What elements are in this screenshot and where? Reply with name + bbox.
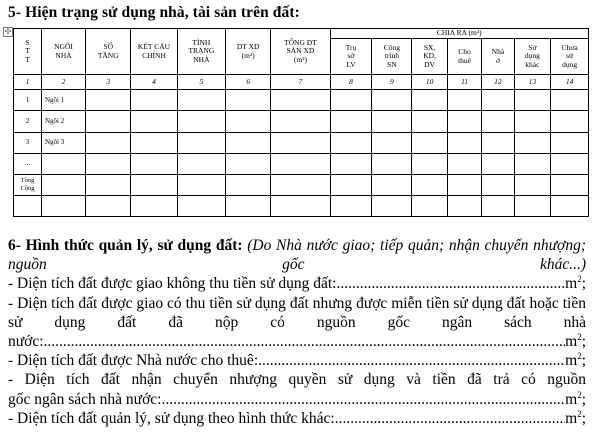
table-cell[interactable] bbox=[86, 174, 131, 195]
table-cell[interactable] bbox=[131, 90, 177, 111]
column-number: 9 bbox=[372, 75, 412, 90]
table-cell[interactable] bbox=[514, 195, 551, 216]
table-cell[interactable] bbox=[482, 111, 514, 132]
col-header-ngoi-nha: NGÔI NHÀ bbox=[41, 29, 85, 75]
table-cell[interactable] bbox=[372, 111, 412, 132]
table-cell[interactable] bbox=[177, 132, 225, 153]
table-cell[interactable] bbox=[447, 111, 481, 132]
table-cell[interactable] bbox=[372, 132, 412, 153]
property-table bbox=[13, 28, 589, 217]
row-name: Ngôi 3 bbox=[41, 132, 85, 153]
table-cell[interactable] bbox=[514, 132, 551, 153]
column-number: 6 bbox=[226, 75, 271, 90]
table-cell[interactable] bbox=[226, 90, 271, 111]
table-row bbox=[14, 132, 589, 153]
table-cell[interactable] bbox=[482, 195, 514, 216]
table-cell[interactable] bbox=[86, 132, 131, 153]
table-cell[interactable] bbox=[86, 153, 131, 174]
row-stt: 1 bbox=[14, 90, 42, 111]
table-cell[interactable] bbox=[271, 111, 330, 132]
land-item-label: gốc ngân sách nhà nước: bbox=[8, 390, 162, 408]
subcol-header-su-dung-khac: Sử dụng khác bbox=[514, 39, 551, 75]
unit-label: $m^2$; bbox=[565, 351, 586, 370]
table-cell[interactable] bbox=[86, 111, 131, 132]
table-cell[interactable] bbox=[551, 132, 589, 153]
column-number-row bbox=[14, 75, 589, 90]
row-stt: 3 bbox=[14, 132, 42, 153]
land-item-4-line1: - Diện tích đất nhận chuyển nhượng quyền sử dụng và tiền đã trả có nguồn bbox=[8, 371, 586, 389]
table-cell[interactable] bbox=[131, 111, 177, 132]
fill-dots[interactable] bbox=[336, 274, 565, 293]
table-cell[interactable] bbox=[372, 90, 412, 111]
table-cell[interactable] bbox=[131, 153, 177, 174]
table-cell[interactable] bbox=[271, 90, 330, 111]
column-number: 10 bbox=[412, 75, 448, 90]
table-cell[interactable] bbox=[412, 90, 448, 111]
land-item-4 bbox=[8, 390, 586, 409]
column-number: 5 bbox=[177, 75, 225, 90]
land-item-label: - Diện tích đất quản lý, sử dụng theo hình thức khác: bbox=[8, 409, 335, 427]
fill-dots[interactable] bbox=[335, 409, 565, 428]
table-cell[interactable] bbox=[271, 174, 330, 195]
table-cell[interactable] bbox=[226, 195, 271, 216]
section-6-heading bbox=[8, 236, 586, 274]
table-cell[interactable] bbox=[514, 174, 551, 195]
table-cell[interactable] bbox=[372, 195, 412, 216]
table-cell[interactable] bbox=[412, 132, 448, 153]
col-header-tong-dt-san: TỔNG DT SÀN XD (m²) bbox=[271, 29, 330, 75]
section-6 bbox=[8, 236, 586, 428]
table-cell[interactable] bbox=[86, 195, 131, 216]
land-item-2-line1: - Diện tích đất được giao có thu tiền sử dụng đất nhưng được miễn tiền sử dụng đất hoặc tiền sử dụng đất đã nộp có nguồn gốc ngân sách nhà bbox=[8, 294, 586, 331]
table-row bbox=[14, 90, 589, 111]
subcol-header-tru-so: Trụ sở LV bbox=[330, 39, 372, 75]
table-cell[interactable] bbox=[226, 153, 271, 174]
unit-label: $m^2$; bbox=[565, 408, 586, 427]
table-cell[interactable] bbox=[177, 195, 225, 216]
table-cell[interactable] bbox=[412, 174, 448, 195]
land-item-label: - Diện tích đất được Nhà nước cho thuê: bbox=[8, 352, 259, 370]
row-name: Ngôi 1 bbox=[41, 90, 85, 111]
table-cell[interactable] bbox=[177, 90, 225, 111]
table-cell[interactable] bbox=[330, 174, 372, 195]
unit-label: $m^2$; bbox=[565, 389, 586, 408]
subcol-header-sx-kd-dv: SX, KD, DV bbox=[412, 39, 448, 75]
table-cell[interactable] bbox=[226, 174, 271, 195]
row-name bbox=[41, 174, 85, 195]
row-stt-total: Tổng Cộng bbox=[14, 174, 42, 195]
land-item-1 bbox=[8, 274, 586, 293]
table-row bbox=[14, 111, 589, 132]
table-cell[interactable] bbox=[447, 90, 481, 111]
land-item-3 bbox=[8, 351, 586, 370]
unit-label: $m^2$; bbox=[565, 331, 586, 351]
table-move-handle-icon[interactable]: ✣ bbox=[4, 27, 12, 36]
column-number: 2 bbox=[41, 75, 85, 90]
column-number: 1 bbox=[14, 75, 42, 90]
table-cell[interactable] bbox=[330, 90, 372, 111]
subcol-header-chua-su-dung: Chưa sử dụng bbox=[551, 39, 589, 75]
row-name bbox=[41, 153, 85, 174]
table-cell[interactable] bbox=[330, 153, 372, 174]
unit-label: $m^2$; bbox=[565, 274, 586, 293]
column-number: 14 bbox=[551, 75, 589, 90]
table-cell[interactable] bbox=[131, 132, 177, 153]
row-name bbox=[41, 195, 85, 216]
land-item-label: - Diện tích đất được giao không thu tiền sử dụng đất: bbox=[8, 275, 337, 293]
table-cell[interactable] bbox=[177, 174, 225, 195]
row-stt: ... bbox=[14, 153, 42, 174]
table-cell[interactable] bbox=[412, 195, 448, 216]
table-row bbox=[14, 153, 589, 174]
table-cell[interactable] bbox=[551, 195, 589, 216]
row-name: Ngôi 2 bbox=[41, 111, 85, 132]
table-cell[interactable] bbox=[271, 195, 330, 216]
table-cell[interactable] bbox=[372, 153, 412, 174]
land-item-2 bbox=[8, 332, 586, 351]
row-stt bbox=[14, 195, 42, 216]
subcol-header-nha-o: Nhà ở bbox=[482, 39, 514, 75]
fill-dots[interactable] bbox=[161, 390, 565, 409]
column-number: 11 bbox=[447, 75, 481, 90]
fill-dots[interactable] bbox=[258, 351, 565, 370]
table-cell[interactable] bbox=[551, 153, 589, 174]
col-header-tinh-trang: TÌNH TRẠNG NHÀ bbox=[177, 29, 225, 75]
table-cell[interactable] bbox=[514, 111, 551, 132]
fill-dots[interactable] bbox=[44, 332, 566, 351]
table-cell[interactable] bbox=[330, 132, 372, 153]
table-cell[interactable] bbox=[551, 90, 589, 111]
table-cell[interactable] bbox=[447, 132, 481, 153]
table-cell[interactable] bbox=[330, 195, 372, 216]
section-5-title: 5- Hiện trạng sử dụng nhà, tài sản trên đất: bbox=[8, 4, 300, 21]
subcol-header-cho-thue: Cho thuê bbox=[447, 39, 481, 75]
col-header-ket-cau: KẾT CẤU CHÍNH bbox=[131, 29, 177, 75]
row-stt: 2 bbox=[14, 111, 42, 132]
table-cell[interactable] bbox=[271, 132, 330, 153]
table-cell[interactable] bbox=[372, 174, 412, 195]
col-header-stt: S T T bbox=[14, 29, 42, 75]
section-6-subtitle: (Do Nhà nước giao; tiếp quản; nhận chuyển nhượng; nguồn gốc khác...) bbox=[8, 237, 586, 274]
table-cell[interactable] bbox=[482, 174, 514, 195]
col-header-so-tang: SỐ TẦNG bbox=[86, 29, 131, 75]
column-number: 8 bbox=[330, 75, 372, 90]
table-cell[interactable] bbox=[131, 195, 177, 216]
table-cell[interactable] bbox=[271, 153, 330, 174]
table-cell[interactable] bbox=[86, 90, 131, 111]
table-cell[interactable] bbox=[412, 153, 448, 174]
table-cell[interactable] bbox=[226, 132, 271, 153]
section-6-title: 6- Hình thức quản lý, sử dụng đất: bbox=[8, 237, 243, 254]
table-cell[interactable] bbox=[412, 111, 448, 132]
land-item-5 bbox=[8, 409, 586, 428]
table-row bbox=[14, 195, 589, 216]
col-header-dt-xd: DT XD (m²) bbox=[226, 29, 271, 75]
column-number: 4 bbox=[131, 75, 177, 90]
table-cell[interactable] bbox=[551, 111, 589, 132]
subcol-header-cong-trinh: Công trình SN bbox=[372, 39, 412, 75]
table-cell[interactable] bbox=[447, 174, 481, 195]
land-item-label: nước: bbox=[8, 333, 44, 351]
table-cell[interactable] bbox=[514, 90, 551, 111]
table-cell[interactable] bbox=[330, 111, 372, 132]
table-row-total bbox=[14, 174, 589, 195]
table-cell[interactable] bbox=[226, 111, 271, 132]
column-number: 13 bbox=[514, 75, 551, 90]
column-number: 7 bbox=[271, 75, 330, 90]
table-cell[interactable] bbox=[447, 195, 481, 216]
table-cell[interactable] bbox=[177, 153, 225, 174]
table-cell[interactable] bbox=[551, 174, 589, 195]
table-cell[interactable] bbox=[177, 111, 225, 132]
column-number: 12 bbox=[482, 75, 514, 90]
col-header-chia-ra: CHIA RA (m²) bbox=[330, 29, 589, 39]
table-cell[interactable] bbox=[482, 90, 514, 111]
table-cell[interactable] bbox=[482, 153, 514, 174]
table-cell[interactable] bbox=[447, 153, 481, 174]
table-cell[interactable] bbox=[482, 132, 514, 153]
column-number: 3 bbox=[86, 75, 131, 90]
table-cell[interactable] bbox=[514, 153, 551, 174]
table-cell[interactable] bbox=[131, 174, 177, 195]
